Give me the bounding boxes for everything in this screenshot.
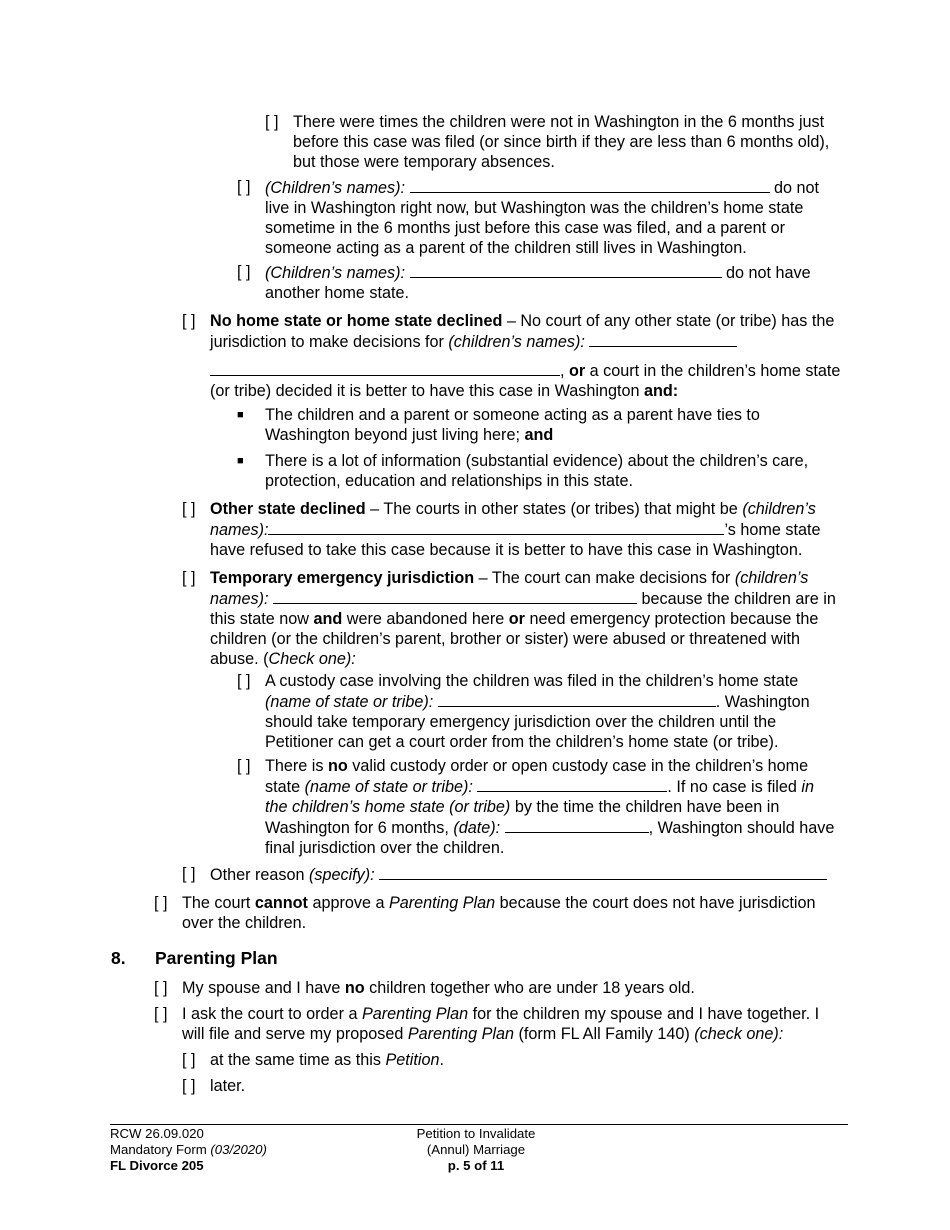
other-state-heading: Other state declined bbox=[210, 500, 366, 518]
checkbox[interactable]: [ ] bbox=[182, 1051, 196, 1069]
checkbox-no-custody-order[interactable]: [ ] There is no valid custody order or open custody case in the children’s home state (name of state or tribe): . If no case is filed in the children’s home state (or tribe) by the time the children have been in Washington for 6 months, (date): , Washington should have final jurisdiction over the children. bbox=[237, 757, 835, 857]
no-home-state-heading: No home state or home state declined bbox=[210, 312, 503, 330]
childrens-names-label: (children’s names): bbox=[210, 569, 809, 608]
checkbox[interactable]: [ ] bbox=[237, 672, 251, 690]
checkbox[interactable]: [ ] bbox=[154, 1005, 168, 1023]
checkbox-no-children[interactable]: [ ] My spouse and I have no children together who are under 18 years old. bbox=[154, 979, 695, 997]
footer-left: RCW 26.09.020 Mandatory Form (03/2020) FL Divorce 205 bbox=[110, 1126, 267, 1173]
temporary-emergency-heading: Temporary emergency jurisdiction bbox=[210, 569, 475, 587]
checkbox[interactable]: [ ] bbox=[182, 1077, 196, 1095]
checkbox[interactable]: [ ] bbox=[154, 979, 168, 997]
childrens-names-blank-continued[interactable] bbox=[210, 360, 560, 376]
childrens-names-blank[interactable] bbox=[410, 262, 722, 278]
checkbox[interactable]: [ ] bbox=[154, 894, 168, 912]
checkbox[interactable]: [ ] bbox=[182, 865, 196, 883]
specify-blank[interactable] bbox=[379, 864, 827, 880]
childrens-names-label: (children’s names): bbox=[210, 500, 816, 539]
checkbox-same-time[interactable]: [ ] at the same time as this Petition. bbox=[182, 1051, 444, 1069]
bullet-substantial-evidence: ■ There is a lot of information (substantial evidence) about the children’s care, protection, education and relationships in this state. bbox=[237, 452, 809, 490]
temporary-absences-text: There were times the children were not in Washington in the 6 months just before this case was filed (or since birth if they are less than 6 months old), but those were temporary absences. bbox=[293, 113, 830, 171]
childrens-names-blank[interactable] bbox=[589, 331, 737, 347]
footer-title-line2: (Annul) Marriage bbox=[426, 1142, 526, 1157]
checkbox-other-reason[interactable]: [ ] Other reason (specify): bbox=[182, 864, 842, 885]
bullet-icon: ■ bbox=[237, 455, 244, 467]
date-blank[interactable] bbox=[505, 817, 649, 833]
checkbox[interactable]: [ ] bbox=[182, 500, 196, 518]
date-label: (date): bbox=[453, 819, 501, 837]
footer-title-line1: Petition to Invalidate bbox=[416, 1126, 536, 1141]
footer-form-date: (03/2020) bbox=[210, 1142, 267, 1157]
footer-center bbox=[380, 1126, 572, 1174]
footer-form-number: FL Divorce 205 bbox=[110, 1158, 204, 1173]
state-or-tribe-label: (name of state or tribe): bbox=[265, 693, 434, 711]
checkbox[interactable]: [ ] bbox=[237, 757, 251, 775]
checkbox-later[interactable]: [ ] later. bbox=[182, 1077, 246, 1095]
checkbox-not-living-in-washington[interactable]: [ ] (Children’s names): do not live in Washington right now, but Washington was the children’s home state sometime in the 6 months just before this case was filed, and a parent or someone acting as a parent of the children still lives in Washington. bbox=[237, 178, 820, 257]
footer-page-number: p. 5 of 11 bbox=[447, 1158, 505, 1173]
bullet-icon: ■ bbox=[237, 409, 244, 421]
section-8-heading bbox=[111, 947, 278, 969]
footer-rcw: RCW 26.09.020 bbox=[110, 1126, 204, 1141]
page-footer bbox=[110, 1124, 848, 1173]
checkbox-temporary-absences[interactable] bbox=[265, 112, 835, 172]
checkbox[interactable]: [ ] bbox=[237, 263, 251, 281]
checkbox-no-other-home-state[interactable]: [ ] (Children’s names): do not have another home state. bbox=[237, 263, 811, 302]
childrens-names-label: (children’s names): bbox=[448, 333, 585, 351]
checkbox-other-state-declined[interactable]: [ ] Other state declined – The courts in other states (or tribes) that might be (children’s names): ’s home state have refused to take this case because it is better to have this case in Washington. bbox=[182, 500, 821, 559]
section-number: 8. bbox=[111, 948, 126, 968]
checkbox[interactable]: [ ] bbox=[237, 178, 251, 196]
childrens-names-label: (Children’s names): bbox=[265, 264, 406, 282]
checkbox-no-home-state[interactable]: [ ] No home state or home state declined – No court of any other state (or tribe) has the jurisdiction to make decisions for (children’s names): , or a court in the children’s home state (or tribe) decided it is better to have this case in Washington and: bbox=[182, 312, 841, 400]
bullet-ties-to-washington: ■ The children and a parent or someone acting as a parent have ties to Washington beyond just living here; and bbox=[237, 406, 760, 444]
state-or-tribe-blank[interactable] bbox=[438, 691, 716, 707]
checkbox[interactable]: [ ] bbox=[182, 312, 196, 330]
checkbox[interactable]: [ ] bbox=[265, 113, 279, 131]
checkbox-order-parenting-plan[interactable]: [ ] I ask the court to order a Parenting Plan for the children my spouse and I have together. I will file and serve my proposed Parenting Plan (form FL All Family 140) (check one): bbox=[154, 1005, 820, 1043]
checkbox-custody-case-filed[interactable]: [ ] A custody case involving the children was filed in the children’s home state (name of state or tribe): . Washington should take temporary emergency jurisdiction over the children until the Petitioner can get a court order from the children’s home state (or tribe). bbox=[237, 672, 810, 751]
state-or-tribe-blank[interactable] bbox=[477, 776, 667, 792]
checkbox-court-cannot-approve[interactable]: [ ] The court cannot approve a Parenting Plan because the court does not have jurisdiction over the children. bbox=[154, 894, 816, 932]
childrens-names-blank[interactable] bbox=[410, 177, 770, 193]
state-or-tribe-label: (name of state or tribe): bbox=[304, 778, 473, 796]
childrens-names-blank[interactable] bbox=[268, 519, 724, 535]
checkbox-temporary-emergency[interactable]: [ ] Temporary emergency jurisdiction – The court can make decisions for (children’s names): because the children are in this state now and were abandoned here or need emergency protection because the children (or the children’s parent, brother or sister) were abused or threatened with abuse. (Check one): bbox=[182, 569, 836, 668]
childrens-names-blank[interactable] bbox=[273, 588, 637, 604]
section-title: Parenting Plan bbox=[155, 948, 278, 968]
checkbox[interactable]: [ ] bbox=[182, 569, 196, 587]
childrens-names-label: (Children’s names): bbox=[265, 179, 406, 197]
specify-label: (specify): bbox=[308, 866, 375, 884]
